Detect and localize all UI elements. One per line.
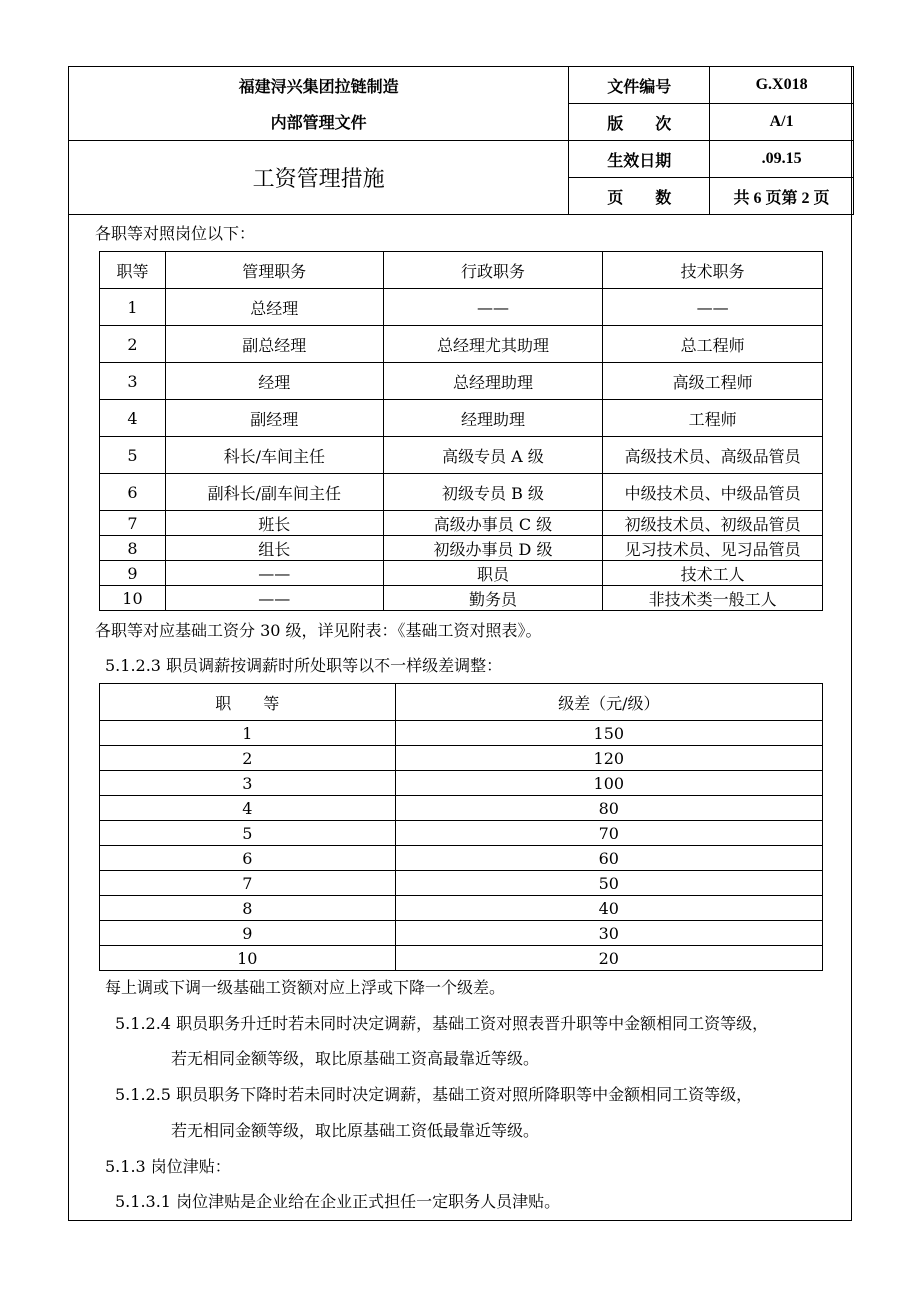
table-cell: 30: [395, 921, 822, 946]
table-cell: 副科长/副车间主任: [165, 474, 383, 511]
table-row: [100, 796, 823, 821]
section-5-1-2-5-line1: 5.1.2.5 职员职务下降时若未同时决定调薪，基础工资对照所降职等中金额相同工资等级，: [115, 1085, 753, 1104]
column-header: 行政职务: [383, 252, 603, 289]
table-row: [100, 474, 823, 511]
table-cell: 3: [100, 771, 396, 796]
table-cell: 班长: [165, 511, 383, 536]
table-row: [100, 437, 823, 474]
table-cell: 7: [100, 871, 396, 896]
table-cell: 经理助理: [383, 400, 603, 437]
table-cell: 40: [395, 896, 822, 921]
field-value-doc-number: G.X018: [710, 67, 854, 104]
table-cell: 8: [100, 536, 166, 561]
table-cell: 职员: [383, 561, 603, 586]
table-cell: 2: [100, 746, 396, 771]
field-label-doc-number: 文件编号: [569, 67, 710, 104]
table-cell: 100: [395, 771, 822, 796]
table-row: [100, 771, 823, 796]
table-row: [100, 721, 823, 746]
grade-table-header: [100, 684, 823, 721]
table-row: [100, 561, 823, 586]
section-5-1-2-4-line1: 5.1.2.4 职员职务升迁时若未同时决定调薪，基础工资对照表晋升职等中金额相同工资等级，: [115, 1014, 769, 1033]
table-cell: 5: [100, 437, 166, 474]
field-value-page-count: 共 6 页第 2 页: [710, 178, 854, 215]
table-cell: 见习技术员、见习品管员: [603, 536, 823, 561]
table-cell: ——: [383, 289, 603, 326]
field-value-version: A/1: [710, 104, 854, 141]
table-cell: 初级技术员、初级品管员: [603, 511, 823, 536]
table-row: [100, 946, 823, 971]
field-value-effective-date: .09.15: [710, 141, 854, 178]
grade-difference-table: [99, 683, 823, 971]
table-row: [100, 326, 823, 363]
section-5-1-3-1: 5.1.3.1 岗位津贴是企业给在企业正式担任一定职务人员津贴。: [115, 1192, 561, 1211]
section-5-1-2-4-line2: 若无相同金额等级，取比原基础工资高最靠近等级。: [171, 1049, 540, 1068]
table-cell: 150: [395, 721, 822, 746]
table-row: [100, 511, 823, 536]
table-cell: 勤务员: [383, 586, 603, 611]
table-cell: 80: [395, 796, 822, 821]
table-row: [100, 821, 823, 846]
grade-adjustment-note: 每上调或下调一级基础工资额对应上浮或下降一个级差。: [105, 978, 506, 997]
table-cell: 6: [100, 474, 166, 511]
doc-title: 工资管理措施: [69, 141, 569, 215]
table-row: [100, 400, 823, 437]
table-cell: 2: [100, 326, 166, 363]
table-cell: 8: [100, 896, 396, 921]
table-row: [100, 586, 823, 611]
table-cell: 高级技术员、高级品管员: [603, 437, 823, 474]
column-header: 技术职务: [603, 252, 823, 289]
table-row: [100, 846, 823, 871]
salary-grade-note: 各职等对应基础工资分 30 级，详见附表：《基础工资对照表》。: [95, 621, 542, 640]
table-cell: 组长: [165, 536, 383, 561]
table-cell: 初级专员 B 级: [383, 474, 603, 511]
table-cell: 科长/车间主任: [165, 437, 383, 474]
table-cell: ——: [603, 289, 823, 326]
field-label-page-count: 页 数: [569, 178, 710, 215]
table-cell: 总经理助理: [383, 363, 603, 400]
table-cell: 6: [100, 846, 396, 871]
table-cell: 经理: [165, 363, 383, 400]
table-cell: 总经理: [165, 289, 383, 326]
table-cell: 70: [395, 821, 822, 846]
field-label-effective-date: 生效日期: [569, 141, 710, 178]
table-row: [100, 896, 823, 921]
table-cell: 1: [100, 721, 396, 746]
table-cell: 高级工程师: [603, 363, 823, 400]
table-cell: 中级技术员、中级品管员: [603, 474, 823, 511]
table-cell: 高级专员 A 级: [383, 437, 603, 474]
table-cell: 总经理尤其助理: [383, 326, 603, 363]
table-row: [100, 921, 823, 946]
table-cell: ——: [165, 561, 383, 586]
table-row: [100, 746, 823, 771]
table-row: [100, 871, 823, 896]
table-cell: 初级办事员 D 级: [383, 536, 603, 561]
intro-text: 各职等对照岗位以下：: [95, 224, 256, 243]
table-cell: 4: [100, 796, 396, 821]
position-table-header: [100, 252, 823, 289]
table-cell: 10: [100, 946, 396, 971]
section-5-1-3: 5.1.3 岗位津贴：: [105, 1157, 231, 1176]
table-row: [100, 363, 823, 400]
table-cell: 120: [395, 746, 822, 771]
table-cell: 1: [100, 289, 166, 326]
table-cell: 9: [100, 921, 396, 946]
table-cell: 10: [100, 586, 166, 611]
table-cell: 7: [100, 511, 166, 536]
table-cell: ——: [165, 586, 383, 611]
table-row: [100, 536, 823, 561]
column-header: 管理职务: [165, 252, 383, 289]
table-cell: 总工程师: [603, 326, 823, 363]
column-header: 级差（元/级）: [395, 684, 822, 721]
table-cell: 副经理: [165, 400, 383, 437]
table-cell: 9: [100, 561, 166, 586]
table-cell: 非技术类一般工人: [603, 586, 823, 611]
table-cell: 50: [395, 871, 822, 896]
table-cell: 20: [395, 946, 822, 971]
section-5-1-2-5-line2: 若无相同金额等级，取比原基础工资低最靠近等级。: [171, 1121, 540, 1140]
section-5-1-2-3: 5.1.2.3 职员调薪按调薪时所处职等以不一样级差调整：: [105, 656, 503, 675]
field-label-version: 版 次: [569, 104, 710, 141]
table-cell: 3: [100, 363, 166, 400]
company-name: 福建浔兴集团拉链制造: [69, 67, 569, 104]
table-row: [100, 289, 823, 326]
table-cell: 技术工人: [603, 561, 823, 586]
table-cell: 60: [395, 846, 822, 871]
table-cell: 副总经理: [165, 326, 383, 363]
table-cell: 工程师: [603, 400, 823, 437]
position-table: [99, 251, 823, 611]
column-header: 职 等: [100, 684, 396, 721]
document-header: [68, 66, 854, 215]
column-header: 职等: [100, 252, 166, 289]
table-cell: 高级办事员 C 级: [383, 511, 603, 536]
document-page: [68, 66, 852, 1221]
table-cell: 4: [100, 400, 166, 437]
table-cell: 5: [100, 821, 396, 846]
doc-category: 内部管理文件: [69, 104, 569, 141]
